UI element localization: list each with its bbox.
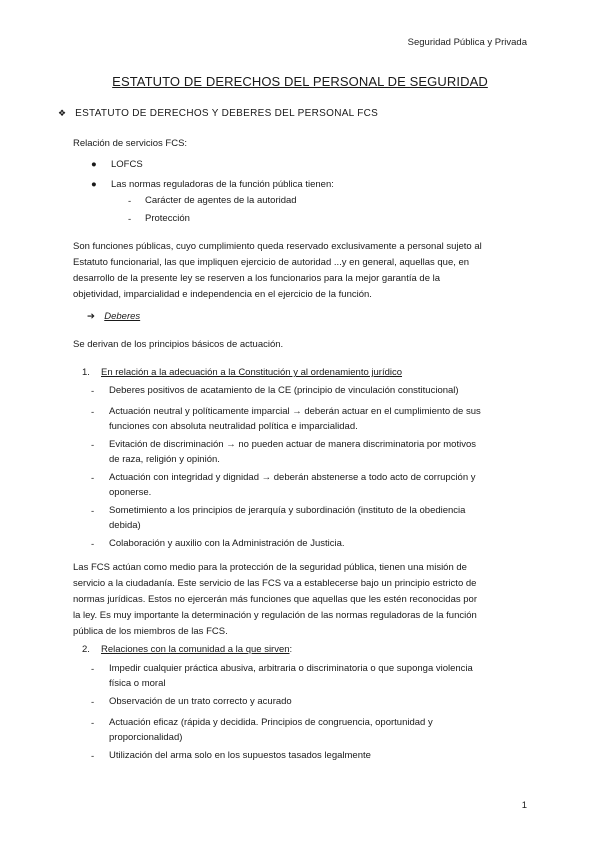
list2-item: Actuación eficaz (rápida y decidida. Principios de congruencia, oportunidad y	[109, 717, 433, 728]
deberes-intro: Se derivan de los principios básicos de actuación.	[73, 339, 284, 350]
dash-marker: -	[91, 751, 95, 762]
paragraph-funciones-publicas	[73, 239, 529, 303]
dash-marker: -	[91, 386, 95, 397]
list1-item-cont: de raza, religión y opinión.	[109, 454, 220, 465]
paragraph-line: servicio a la ciudadanía. Este servicio de las FCS va a establecerse bajo un principio estricto de	[73, 578, 477, 589]
section-heading	[58, 108, 378, 119]
list1-item-cont: funciones con absoluta neutralidad política e imparcialidad.	[109, 421, 358, 432]
list2-item: Utilización del arma solo en los supuestos tasados legalmente	[109, 750, 371, 761]
dash-marker: -	[128, 214, 132, 225]
paragraph-line: Las FCS actúan como medio para la protección de la seguridad pública, tienen una misión de	[73, 562, 467, 573]
page-number: 1	[521, 800, 527, 811]
paragraph-line: la ley. Es muy importante la determinación y regulación de las normas reguladoras de la función	[73, 610, 477, 621]
list1-item: Evitación de discriminación → no pueden actuar de manera discriminatoria por motivos	[109, 439, 476, 450]
list2-number: 2.	[82, 644, 90, 655]
dash-marker: -	[91, 407, 95, 418]
dash-marker: -	[91, 718, 95, 729]
document-title: ESTATUTO DE DERECHOS DEL PERSONAL DE SEGURIDAD	[112, 74, 488, 89]
list2-title-wrap	[101, 642, 292, 658]
dash-marker: -	[91, 440, 95, 451]
paragraph-fcs	[73, 560, 529, 640]
list1-item: Colaboración y auxilio con la Administración de Justicia.	[109, 538, 345, 549]
list2-item-cont: física o moral	[109, 678, 166, 689]
dash-marker: -	[91, 473, 95, 484]
sub-item-proteccion: Protección	[145, 213, 190, 224]
bullet-item-lofcs	[91, 157, 143, 173]
list1-title: En relación a la adecuación a la Constitución y al ordenamiento jurídico	[101, 367, 403, 378]
bullet-text: LOFCS	[111, 159, 143, 170]
deberes-label: Deberes	[104, 311, 141, 322]
diamond-bullet-icon: ❖	[58, 108, 67, 118]
bullet-dot-icon: ●	[91, 159, 97, 170]
running-header: Seguridad Pública y Privada	[407, 37, 527, 48]
list2-title: Relaciones con la comunidad a la que sirven	[101, 644, 290, 655]
dash-marker: -	[91, 664, 95, 675]
list2-item-cont: proporcionalidad)	[109, 732, 183, 743]
dash-marker: -	[91, 697, 95, 708]
paragraph-line: Estatuto funcionarial, las que impliquen ejercicio de autoridad ...y en general, aquellas que, en	[73, 257, 470, 268]
list2-item: Impedir cualquier práctica abusiva, arbitraria o discriminatoria o que suponga violencia	[109, 663, 473, 674]
arrow-right-icon: ➔	[87, 311, 95, 322]
list2-title-suffix: :	[289, 644, 293, 655]
list1-item: Actuación con integridad y dignidad → deberán abstenerse a todo acto de corrupción y	[109, 472, 476, 483]
paragraph-line: pública de los miembros de las FCS.	[73, 626, 228, 637]
list2-item: Observación de un trato correcto y acurado	[109, 696, 292, 707]
paragraph-line: objetividad, imparcialidad e independencia en el ejercicio de la función.	[73, 289, 372, 300]
section-heading-text: ESTATUTO DE DERECHOS Y DEBERES DEL PERSONAL FCS	[75, 108, 379, 119]
dash-marker: -	[128, 196, 132, 207]
dash-marker: -	[91, 506, 95, 517]
relacion-label: Relación de servicios FCS:	[73, 138, 188, 149]
sub-item-caracter: Carácter de agentes de la autoridad	[145, 195, 297, 206]
paragraph-line: desarrollo de la presente ley se reserven a los funcionarios para la mejor garantía de la	[73, 273, 441, 284]
list1-item: Actuación neutral y políticamente imparcial → deberán actuar en el cumplimiento de sus	[109, 406, 481, 417]
dash-marker: -	[91, 539, 95, 550]
paragraph-line: Son funciones públicas, cuyo cumplimiento queda reservado exclusivamente a personal sujeto al	[73, 241, 482, 252]
list1-item: Sometimiento a los principios de jerarquía y subordinación (instituto de la obediencia	[109, 505, 466, 516]
bullet-dot-icon: ●	[91, 179, 97, 190]
list1-item: Deberes positivos de acatamiento de la CE (principio de vinculación constitucional)	[109, 385, 459, 396]
list1-number: 1.	[82, 367, 90, 378]
bullet-item-normas	[91, 177, 334, 193]
paragraph-line: normas jurídicas. Estos no ejercerán más funciones que aquellas que les estén reconocidas por	[73, 594, 477, 605]
list1-item-cont: debida)	[109, 520, 141, 531]
deberes-heading	[87, 309, 140, 325]
bullet-text: Las normas reguladoras de la función pública tienen:	[111, 179, 334, 190]
list1-item-cont: oponerse.	[109, 487, 152, 498]
